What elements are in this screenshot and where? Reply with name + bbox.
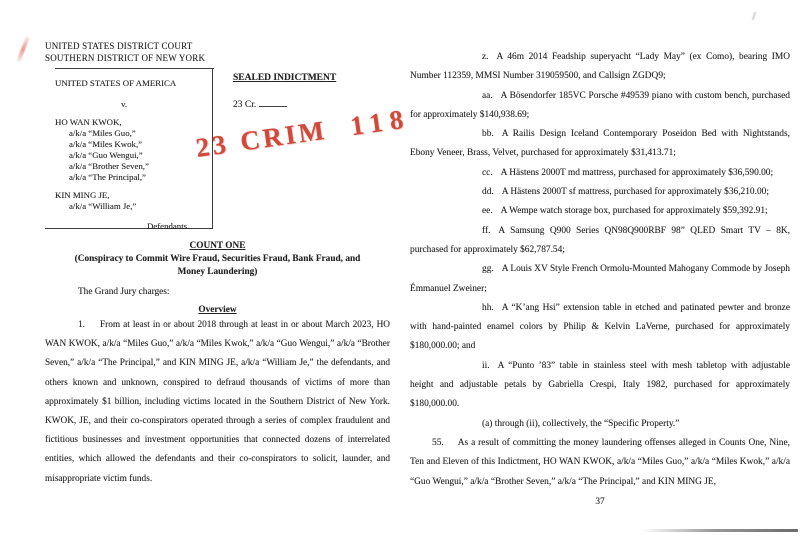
plaintiff-name: UNITED STATES OF AMERICA xyxy=(55,78,177,88)
overview-paragraph-1 xyxy=(45,316,390,489)
versus-label: v. xyxy=(121,99,128,109)
item-label: hh. xyxy=(482,302,494,313)
item-text: A Samsung Q900 Series QN98Q900RBF 98” QLED Smart TV – 8K, purchased for approximately $62,787.54; xyxy=(410,225,790,255)
crim-number-stamp xyxy=(194,103,412,164)
case-number-blank xyxy=(259,97,287,107)
alias-line: a/k/a “Brother Seven,” xyxy=(69,161,149,171)
case-number-line xyxy=(233,97,287,110)
paragraph-number: 1. xyxy=(78,320,85,330)
item-label: cc. xyxy=(482,167,493,178)
alias-line: a/k/a “Miles Kwok,” xyxy=(69,139,143,149)
page-edge-shadow xyxy=(642,529,798,532)
scan-corner-tick xyxy=(752,12,756,20)
item-text: A 46m 2014 Feadship superyacht “Lady May” (ex Como), bearing IMO Number 112359, MMSI Number 319059500, and Callsign ZGDQ9; xyxy=(410,52,790,82)
property-item-dd xyxy=(410,183,790,202)
item-label: ee. xyxy=(482,206,493,217)
defendant1-name: HO WAN KWOK, xyxy=(55,117,122,127)
red-pen-mark xyxy=(16,36,30,63)
paragraph-number: 55. xyxy=(432,437,444,448)
item-text: A “K’ang Hsi” extension table in etched and patinated pewter and bronze with hand-painted enamel colors by Philip & Kelvin LaVerne, purchased for approximately $180,000.00; and xyxy=(410,302,790,352)
item-label: ii. xyxy=(482,360,490,371)
property-item-cc xyxy=(410,164,790,183)
specific-property-collective-line: (a) through (ii), collectively, the “Specific Property.” xyxy=(482,418,680,429)
court-name-line1: UNITED STATES DISTRICT COURT xyxy=(45,41,193,51)
paragraph-text: From at least in or about 2018 through at least in or about March 2023, HO WAN KWOK, a/k/a “Miles Guo,” a/k/a “Miles Kwok,” a/k/a “Guo Wengui,” a/k/a “Brother Seven,” a/k/a “The Principal,” and KIN MING JE, a/k/a “William Je,” the defendants, and others known and unknown, conspired to defraud thousands of victims of more than approximately $1 billion, including victims located in the Southern District of New York. KWOK, JE, and their co-conspirators operated through a series of complex fraudulent and fictitious businesses and investment opportunities that connected dozens of interrelated entities, which allowed the defendants and their co-conspirators to solicit, launder, and misappropriate victim funds. xyxy=(45,320,390,484)
defendant2-alias-list xyxy=(69,201,212,212)
sealed-indictment-title: SEALED INDICTMENT xyxy=(233,73,337,83)
property-item-z xyxy=(410,48,790,87)
defendant2-name: KIN MING JE, xyxy=(55,190,110,200)
property-item-ee xyxy=(410,202,790,221)
item-text: A Wempe watch storage box, purchased for approximately $59,392.91; xyxy=(500,206,768,217)
count-one-title: COUNT ONE xyxy=(189,241,246,251)
item-text: A Hästens 2000T sf mattress, purchased for approximately $36,210.00; xyxy=(501,187,769,198)
stamp-part-crim: CRIM xyxy=(238,114,329,157)
property-item-gg xyxy=(410,260,790,299)
alias-line: a/k/a “William Je,” xyxy=(69,201,137,211)
alias-line: a/k/a “Guo Wengui,” xyxy=(69,150,143,160)
left-page xyxy=(45,40,412,484)
item-label: ff. xyxy=(482,225,491,236)
item-label: gg. xyxy=(482,264,494,275)
count-subtitle-line1: (Conspiracy to Commit Wire Fraud, Securities Fraud, Bank Fraud, and xyxy=(74,254,361,264)
item-text: A “Punto ’83” table in stainless steel with mesh tabletop with adjustable height and adjustable petals by Gabriella Crespi, Italy 1982, purchased for approximately $180,000.00. xyxy=(410,360,790,410)
grand-jury-charges-line: The Grand Jury charges: xyxy=(78,287,170,297)
property-item-aa xyxy=(410,87,790,126)
page-number: 37 xyxy=(595,497,605,507)
defendant1-alias-list xyxy=(69,128,212,183)
item-text: A Hästens 2000T md mattress, purchased for approximately $36,590.00; xyxy=(500,167,774,178)
property-item-ii xyxy=(410,357,790,415)
alias-line: a/k/a “The Principal,” xyxy=(69,172,146,182)
item-label: bb. xyxy=(482,129,494,140)
stamp-part-number: 118 xyxy=(348,103,412,142)
right-page xyxy=(410,48,790,492)
defendants-label: Defendants. xyxy=(147,221,190,231)
case-number-prefix: 23 Cr. xyxy=(233,100,257,110)
case-caption-box xyxy=(45,68,213,229)
item-label: z. xyxy=(482,52,489,62)
count-one-heading-block xyxy=(45,240,390,279)
court-name-line2: SOUTHERN DISTRICT OF NEW YORK xyxy=(45,53,206,63)
item-text: A Bösendorfer 185VC Porsche #49539 piano with custom bench, purchased for approximately $140,938.69; xyxy=(410,90,790,120)
item-label: dd. xyxy=(482,187,494,198)
property-item-hh xyxy=(410,299,790,357)
paragraph-text: As a result of committing the money laundering offenses alleged in Counts One, Nine, Ten and Eleven of this Indictment, HO WAN KWOK, a/k/a “Miles Guo,” a/k/a “Miles Kwok,” a/k/a “Guo Wengui,” a/k/a “Brother Seven,” a/k/a “The Principal,” and KIN MING JE, xyxy=(410,437,790,487)
overview-heading: Overview xyxy=(198,305,237,315)
count-subtitle-line2: Money Laundering) xyxy=(177,267,258,277)
alias-line: a/k/a “Miles Guo,” xyxy=(69,128,136,138)
item-text: A Railis Design Iceland Contemporary Poseidon Bed with Nightstands, Ebony Veneer, Brass, Velvet, purchased for approximately $31,413.71; xyxy=(410,129,790,159)
property-item-bb xyxy=(410,125,790,164)
item-label: aa. xyxy=(482,90,493,101)
stamp-part-year: 23 xyxy=(193,128,231,163)
item-text: A Louis XV Style French Ormolu-Mounted Mahogany Commode by Joseph Émmanuel Zweiner; xyxy=(410,264,790,294)
paragraph-55 xyxy=(410,434,790,492)
property-item-ff xyxy=(410,222,790,261)
